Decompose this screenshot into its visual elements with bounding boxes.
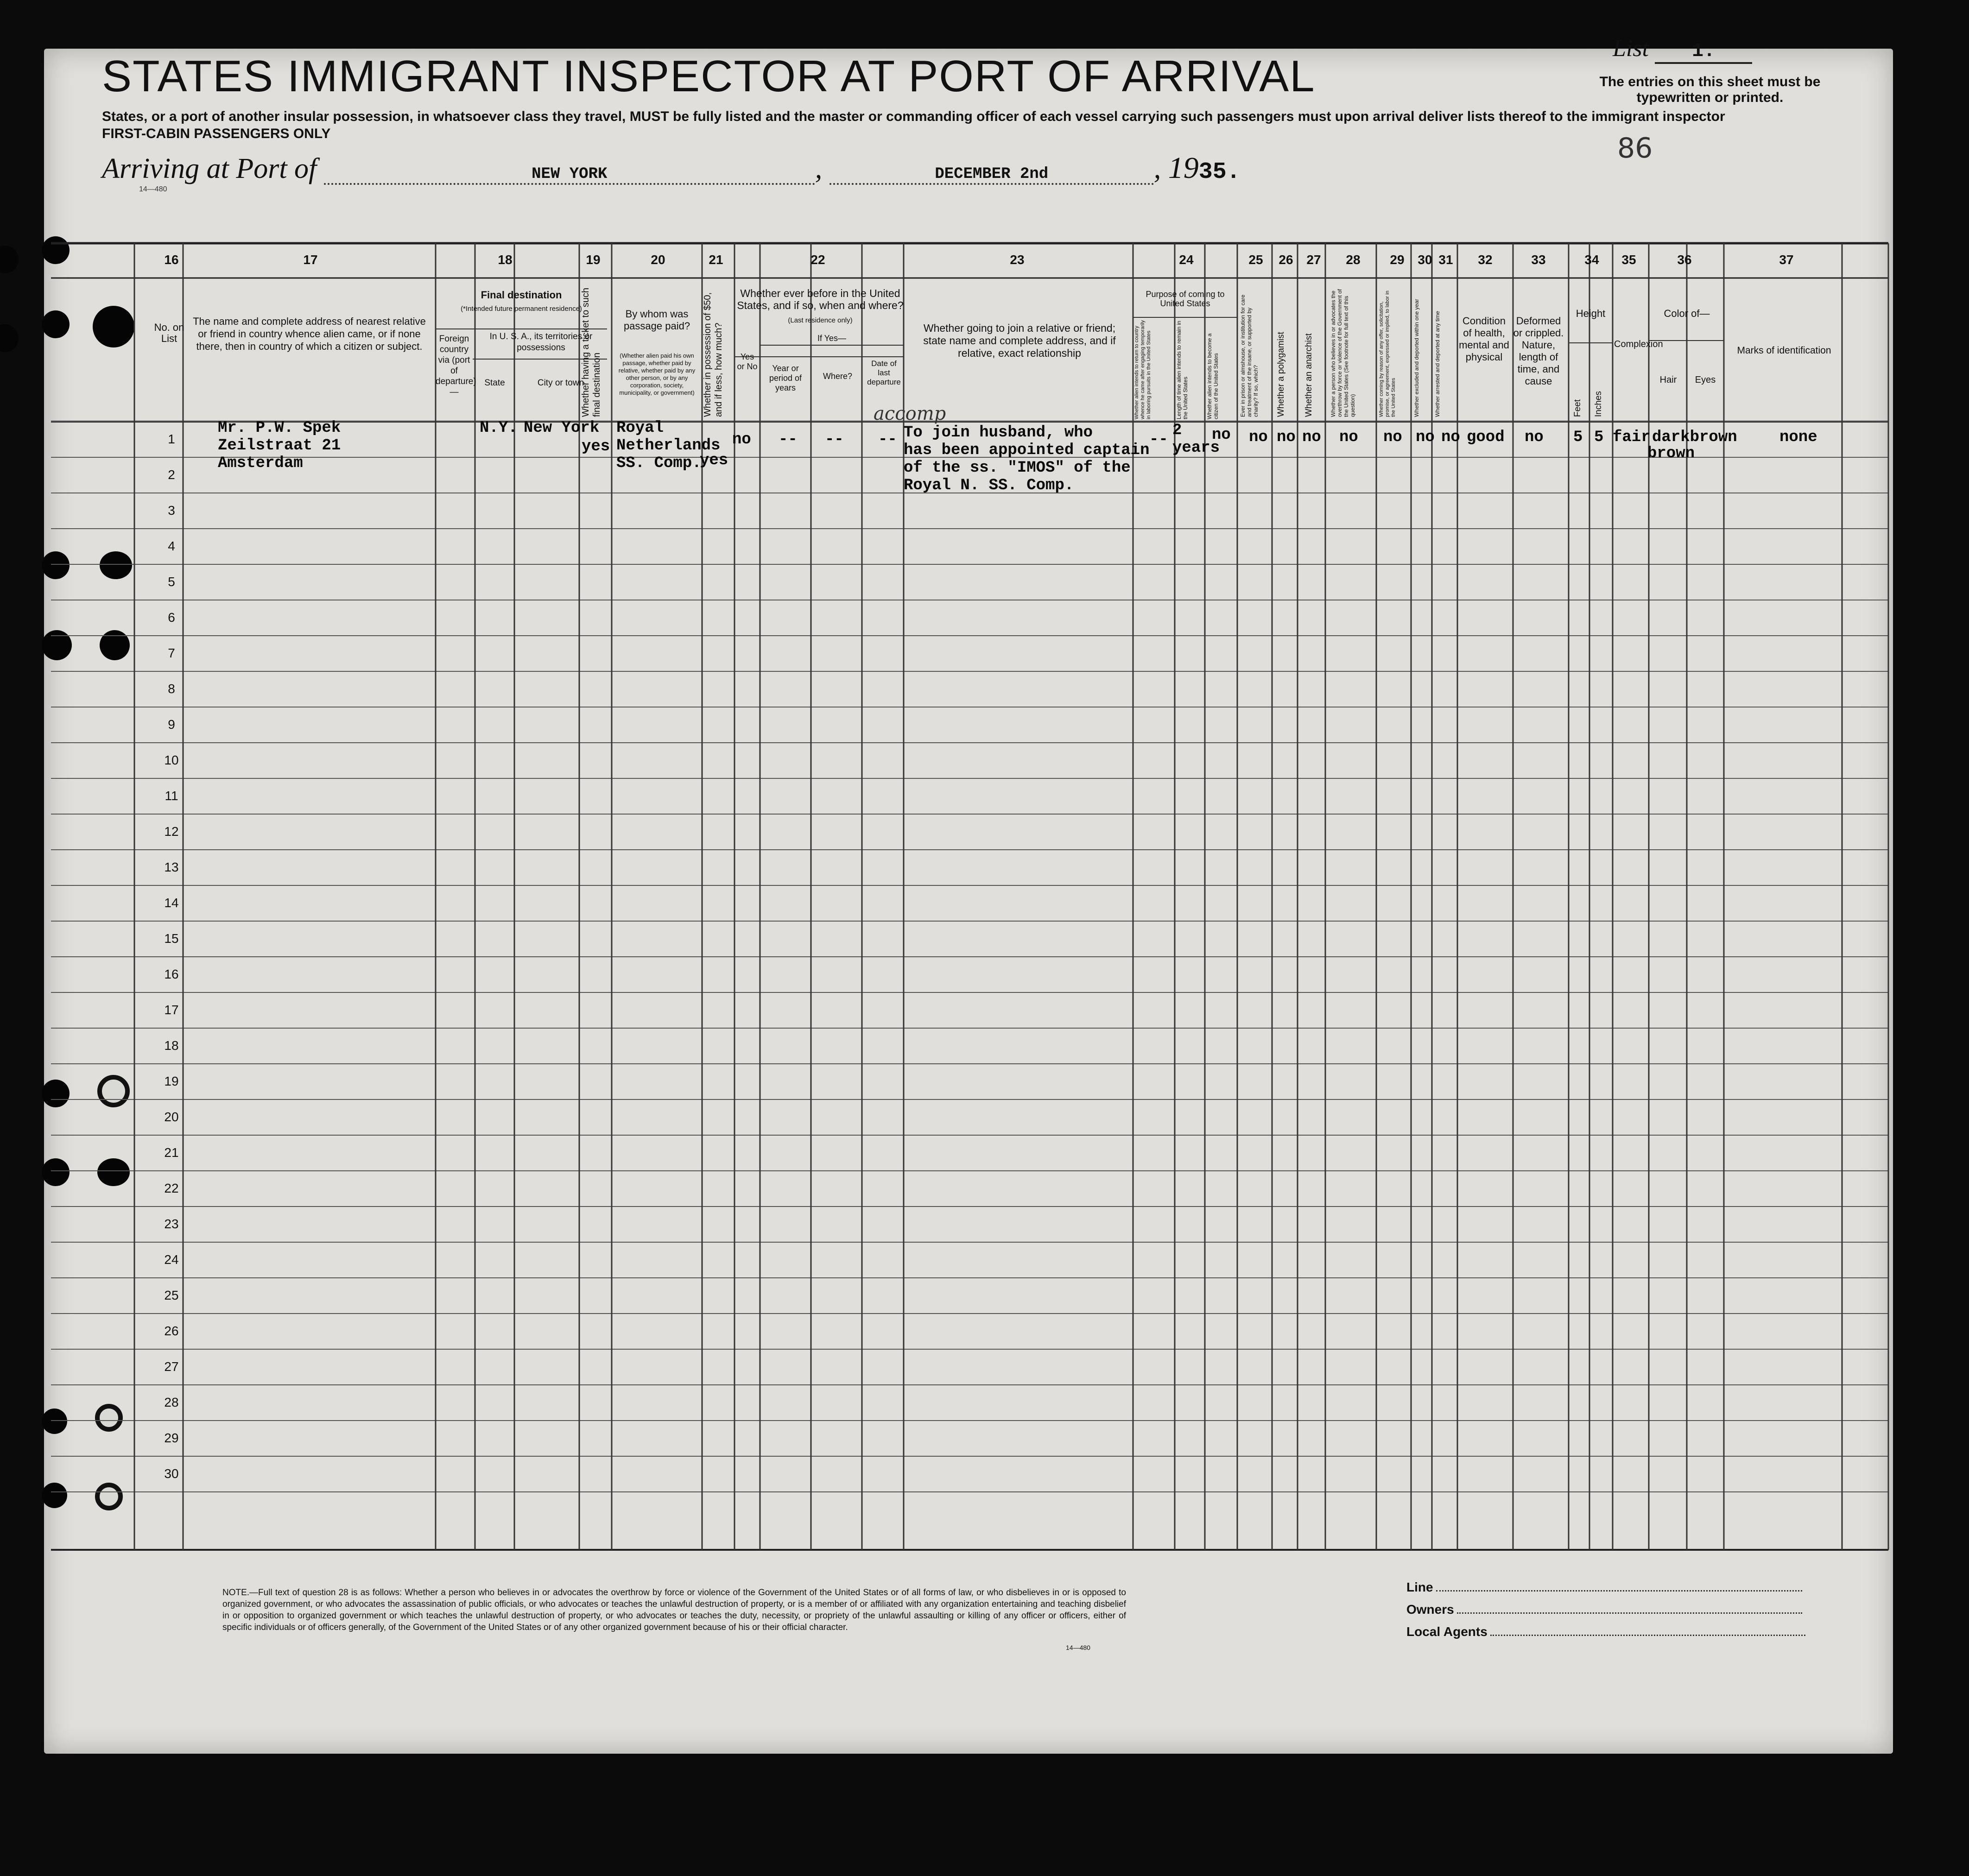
- row-number: 4: [168, 539, 175, 553]
- dest-state: N.Y.: [480, 419, 518, 437]
- year-value: 35.: [1198, 159, 1241, 185]
- binder-hole: [95, 1483, 123, 1510]
- col-num-26: 26: [1279, 253, 1293, 267]
- col-28-header: Whether a person who believes in or advocates the overthrow by force or violence of the Government of the United States (See footnote for full text of this question): [1330, 289, 1356, 417]
- row-number: 11: [165, 789, 178, 803]
- col-num-19: 19: [586, 253, 601, 267]
- binder-hole: [97, 1075, 130, 1107]
- col-24-header: Purpose of coming to United States: [1146, 290, 1225, 308]
- inches-value: 5: [1594, 429, 1604, 446]
- row-number: 24: [164, 1252, 179, 1267]
- departure-value: --: [878, 431, 897, 448]
- col-num-36: 36: [1677, 253, 1692, 267]
- feet-value: 5: [1573, 429, 1583, 446]
- col-num-22: 22: [810, 253, 825, 267]
- agents-field: [1406, 1624, 1805, 1639]
- purpose-a-value: --: [1149, 431, 1168, 448]
- dest-city: New York: [524, 419, 600, 437]
- polygamist-value: no: [1277, 429, 1296, 446]
- col-num-35: 35: [1621, 253, 1636, 267]
- col-num-37: 37: [1779, 253, 1794, 267]
- row-number: 25: [164, 1288, 179, 1302]
- binder-hole: [42, 1080, 70, 1107]
- col-27-header: Whether an anarchist: [1304, 333, 1314, 417]
- col-24c-header: Whether alien intends to become a citizen of the United States: [1206, 333, 1219, 419]
- col-num-16: 16: [164, 253, 179, 267]
- col-num-31: 31: [1438, 253, 1453, 267]
- col-22-years: Year or period of years: [769, 364, 802, 392]
- col-16-header: No. on List: [154, 322, 184, 344]
- ticket-value: yes: [582, 438, 610, 455]
- handwritten-note: accomp: [874, 403, 946, 424]
- row-number: 22: [164, 1181, 179, 1195]
- row-number: 27: [164, 1359, 179, 1374]
- col-30-header: Whether excluded and deported within one year: [1413, 299, 1420, 417]
- col-20-header: By whom was passage paid?: [623, 308, 690, 332]
- row-number: 12: [164, 824, 179, 839]
- marks-value: none: [1779, 429, 1817, 446]
- col-29-header: Whether coming by reason of any offer, solicitation, promise, or agreement, expressed or implied, to labor in the United States: [1379, 291, 1396, 417]
- arriving-port-line: Arriving at Port of NEW YORK , DECEMBER 2nd , 1935.: [102, 151, 1241, 185]
- col-36-eyes: Eyes: [1695, 375, 1716, 385]
- prison-value: no: [1249, 429, 1268, 446]
- line-field: [1406, 1580, 1802, 1595]
- col-21-header: Whether in possession of $50, and if less, how much?: [703, 292, 724, 417]
- row-number: 26: [164, 1324, 179, 1338]
- row-number: 18: [164, 1038, 179, 1053]
- list-number: 1.: [1655, 40, 1752, 64]
- row-number: 13: [164, 860, 179, 874]
- col-34-feet: Feet: [1573, 399, 1583, 417]
- binder-hole: [42, 630, 72, 660]
- col-18-state: State: [484, 378, 505, 388]
- binder-hole: [95, 1404, 123, 1432]
- col-num-29: 29: [1390, 253, 1405, 267]
- relative-address: Mr. P.W. Spek Zeilstraat 21 Amsterdam: [218, 419, 341, 472]
- row-number: 8: [168, 682, 175, 696]
- col-22-date: Date of last departure: [867, 359, 901, 386]
- binder-hole: [42, 236, 70, 264]
- row-number: 1: [168, 432, 175, 446]
- binder-hole: [42, 1483, 67, 1508]
- binder-hole: [97, 1158, 130, 1186]
- col-18-foreign: Foreign country via (port of departure)—: [436, 334, 476, 397]
- col-26-header: Whether a polygamist: [1276, 332, 1286, 417]
- col-num-24: 24: [1179, 253, 1194, 267]
- col-18-city: City or town: [537, 378, 584, 388]
- binder-hole: [42, 1409, 67, 1434]
- col-num-25: 25: [1248, 253, 1263, 267]
- row-number: 14: [164, 896, 179, 910]
- col-25-header: Ever in prison or almshouse, or institution for care and treatment of the insane, or supported by charity? If so, which?: [1240, 294, 1259, 417]
- typewritten-note: The entries on this sheet must be typewritten or printed.: [1599, 74, 1821, 105]
- hair-value: darkbrown: [1652, 429, 1737, 446]
- row-number: 17: [164, 1003, 179, 1017]
- owners-label: Owners: [1406, 1602, 1454, 1617]
- col-22-header: Whether ever before in the United States, and if so, when and where?: [737, 287, 904, 311]
- col-num-23: 23: [1010, 253, 1025, 267]
- col-num-34: 34: [1584, 253, 1599, 267]
- arriving-label: Arriving at Port of: [102, 153, 317, 184]
- binder-hole: [42, 551, 70, 579]
- col-18-header: Final destination: [481, 289, 562, 301]
- col-33-header: Deformed or crippled. Nature, length of time, and cause: [1513, 315, 1564, 387]
- complexion-value: fair: [1613, 429, 1651, 446]
- q28-value: no: [1339, 429, 1358, 446]
- deformed-value: no: [1525, 429, 1544, 446]
- binder-hole: [42, 1158, 70, 1186]
- row-number: 6: [168, 610, 175, 625]
- port-value: NEW YORK: [324, 165, 815, 185]
- stamp-number: 86: [1617, 132, 1653, 164]
- col-18-sub: (*Intended future permanent residence): [461, 305, 582, 313]
- purpose-b-value: 2 years: [1172, 422, 1220, 457]
- q31-value: no: [1441, 429, 1460, 446]
- row-number: 30: [164, 1466, 179, 1481]
- row-number: 19: [164, 1074, 179, 1088]
- year-prefix: 19: [1168, 151, 1199, 185]
- list-label: List: [1613, 35, 1649, 62]
- col-35-header: Complexion: [1614, 339, 1663, 349]
- where-value: --: [825, 431, 844, 448]
- passenger-class: FIRST-CABIN PASSENGERS ONLY: [102, 126, 331, 141]
- col-34-header: Height: [1576, 308, 1606, 319]
- q29-value: no: [1383, 429, 1402, 446]
- col-18-usa: In U. S. A., its territories or possessions: [489, 332, 593, 353]
- row-number: 28: [164, 1395, 179, 1409]
- form-title: STATES IMMIGRANT INSPECTOR AT PORT OF ARRIVAL: [102, 51, 1316, 101]
- col-32-header: Condition of health, mental and physical: [1459, 315, 1509, 363]
- col-num-33: 33: [1531, 253, 1546, 267]
- col-num-28: 28: [1346, 253, 1361, 267]
- col-num-21: 21: [709, 253, 723, 267]
- form-instructions: States, or a port of another insular possession, in whatsoever class they travel, MUST be fully listed and the master or commanding officer of each vessel carrying such passengers must upon arrival deliver lists thereof to the immigrant inspector: [102, 109, 1725, 124]
- col-36-hair: Hair: [1659, 375, 1677, 385]
- binder-hole: [100, 551, 132, 579]
- date-value: DECEMBER 2nd: [829, 165, 1154, 185]
- col-34-inches: Inches: [1594, 391, 1603, 417]
- footnote-q28: NOTE.—Full text of question 28 is as follows: Whether a person who believes in or advocates the overthrow by force or violence of the Government of the United States or of all forms of law, or who disbelieves in or is opposed to organized government, or who advocates the assassination of public officials, or who advocates or teaches the unlawful destruction of property, or is a member of or affiliated with any organization entertaining and teaching disbelief in or opposition to organized government or which teaches the unlawful destruction of property, or who advocates or teaches the duty, necessity, or propriety of the unlawful assaulting or killing of any officer or officers, either of specific individuals or of officers generally, of the Government of the United States or of any other organized government because of his or their official character.: [222, 1588, 1126, 1632]
- col-20-sub: (Whether alien paid his own passage, whether paid by relative, whether paid by any other person, or by any corporation, society, municipality, or government): [618, 352, 696, 396]
- col-23-header: Whether going to join a relative or friend; state name and complete address, and if relative, exact relationship: [923, 322, 1116, 359]
- col-num-17: 17: [303, 253, 318, 267]
- row-number: 10: [164, 753, 179, 767]
- binder-hole: [100, 630, 130, 660]
- col-num-32: 32: [1478, 253, 1493, 267]
- purpose-c-value: no: [1212, 426, 1231, 444]
- binder-hole: [0, 246, 19, 273]
- row-number: 9: [168, 717, 175, 732]
- line-label: Line: [1406, 1580, 1433, 1594]
- col-24a-header: Whether alien intends to return to country whence he came after engaging temporarily in laboring pursuits in the United States: [1134, 320, 1152, 419]
- money-value: yes: [700, 452, 728, 469]
- passage-paid-by: Royal Netherlands SS. Comp.: [616, 419, 721, 472]
- row-number: 29: [164, 1431, 179, 1445]
- row-number: 20: [164, 1110, 179, 1124]
- col-num-30: 30: [1418, 253, 1432, 267]
- col-17-header: The name and complete address of nearest relative or friend in country whence alien came, or if none there, then in country of which a citizen or subject.: [193, 316, 426, 352]
- manifest-sheet: [44, 49, 1893, 1754]
- row-number: 5: [168, 575, 175, 589]
- years-value: --: [779, 431, 798, 448]
- col-num-18: 18: [498, 253, 513, 267]
- form-code: 14—480: [1066, 1644, 1090, 1651]
- row-number: 3: [168, 503, 175, 518]
- col-36-header: Color of—: [1664, 308, 1710, 319]
- col-22-ifyes: If Yes—: [817, 334, 847, 343]
- col-19-header: Whether having a ticket to such final destination: [581, 287, 602, 417]
- binder-hole: [93, 306, 134, 347]
- binder-hole: [0, 324, 19, 352]
- col-24b-header: Length of time alien intends to remain in the United States: [1176, 321, 1189, 419]
- list-number-field: [1613, 35, 1752, 64]
- col-num-27: 27: [1306, 253, 1321, 267]
- row-number: 15: [164, 931, 179, 946]
- col-num-20: 20: [651, 253, 665, 267]
- eyes-value: brown: [1647, 445, 1695, 462]
- owners-field: [1406, 1602, 1802, 1617]
- col-31-header: Whether arrested and deported at any time: [1434, 311, 1441, 417]
- col-22-sub: (Last residence only): [788, 316, 853, 324]
- anarchist-value: no: [1302, 429, 1321, 446]
- q30-value: no: [1416, 429, 1435, 446]
- row-number: 7: [168, 646, 175, 660]
- small-form-code: 14—480: [139, 185, 167, 193]
- agents-label: Local Agents: [1406, 1624, 1488, 1639]
- row-number: 2: [168, 467, 175, 482]
- row-number: 23: [164, 1217, 179, 1231]
- col-22-where: Where?: [823, 372, 853, 381]
- joining-relative: To join husband, who has been appointed captain of the ss. "IMOS" of the Royal N. SS. Comp.: [904, 424, 1150, 494]
- col-37-header: Marks of identification: [1737, 345, 1831, 356]
- col-22-yesno: Yes or No: [737, 352, 758, 371]
- ever-before-value: no: [732, 431, 751, 448]
- binder-hole: [42, 310, 70, 338]
- row-number: 16: [164, 967, 179, 981]
- health-value: good: [1467, 429, 1505, 446]
- row-number: 21: [164, 1145, 179, 1160]
